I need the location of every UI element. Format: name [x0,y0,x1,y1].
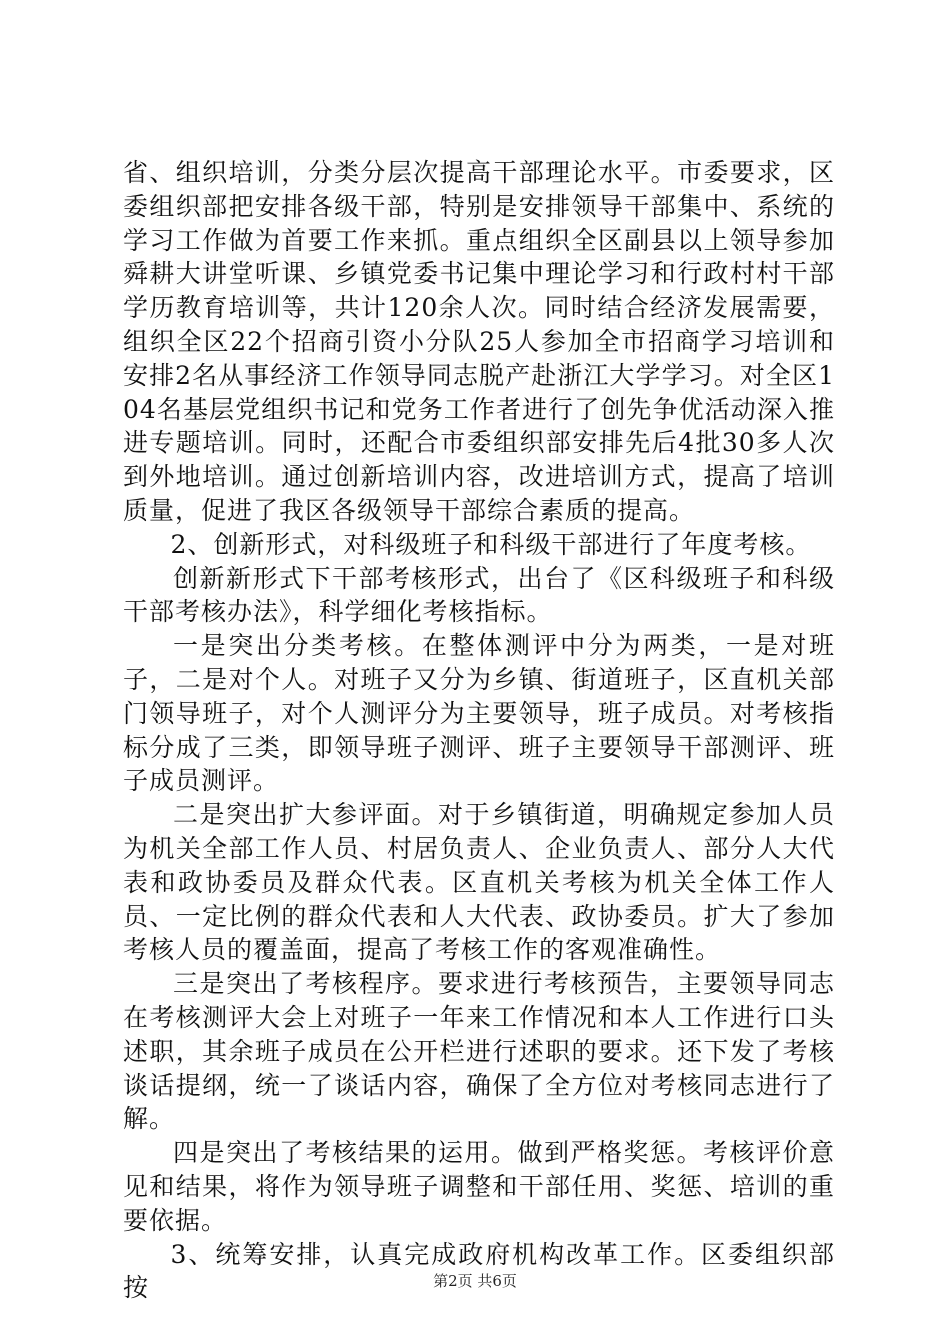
document-body [123,156,835,1305]
paragraph-point-1: 一是突出分类考核。在整体测评中分为两类，一是对班子，二是对个人。对班子又分为乡镇、街道班子，区直机关部门领导班子，对个人测评分为主要领导，班子成员。对考核指标分成了三类，即领导班子测评、班子主要领导干部测评、班子成员测评。 [123,631,835,796]
paragraph-point-2: 二是突出扩大参评面。对于乡镇街道，明确规定参加人员为机关全部工作人员、村居负责人、企业负责人、部分人大代表和政协委员及群众代表。区直机关考核为机关全体工作人员、一定比例的群众代表和人大代表、政协委员。扩大了参加考核人员的覆盖面，提高了考核工作的客观准确性。 [123,800,835,965]
paragraph-continuation: 省、组织培训，分类分层次提高干部理论水平。市委要求，区委组织部把安排各级干部，特别是安排领导干部集中、系统的学习工作做为首要工作来抓。重点组织全区副县以上领导参加舜耕大讲堂听课、乡镇党委书记集中理论学习和行政村村干部学历教育培训等，共计120余人次。同时结合经济发展需要，组织全区22个招商引资小分队25人参加全市招商学习培训和安排2名从事经济工作领导同志脱产赴浙江大学学习。对全区104名基层党组织书记和党务工作者进行了创先争优活动深入推进专题培训。同时，还配合市委组织部安排先后4批30多人次到外地培训。通过创新培训内容，改进培训方式，提高了培训质量，促进了我区各级领导干部综合素质的提高。 [123,158,835,525]
section-heading-2: 2、创新形式，对科级班子和科级干部进行了年度考核。 [170,529,812,559]
paragraph-intro: 创新新形式下干部考核形式，出台了《区科级班子和科级干部考核办法》，科学细化考核指标。 [123,563,835,627]
section-heading-3: 3、统筹安排，认真完成政府机构改革工作。区委组织部按 [123,1239,835,1303]
paragraph-point-4: 四是突出了考核结果的运用。做到严格奖惩。考核评价意见和结果，将作为领导班子调整和干部任用、奖惩、培训的重要依据。 [123,1138,835,1235]
paragraph-point-3: 三是突出了考核程序。要求进行考核预告，主要领导同志在考核测评大会上对班子一年来工作情况和本人工作进行口头述职，其余班子成员在公开栏进行述职的要求。还下发了考核谈话提纲，统一了谈话内容，确保了全方位对考核同志进行了解。 [123,969,835,1134]
page-number-footer: 第2页 共6页 [433,1272,517,1290]
